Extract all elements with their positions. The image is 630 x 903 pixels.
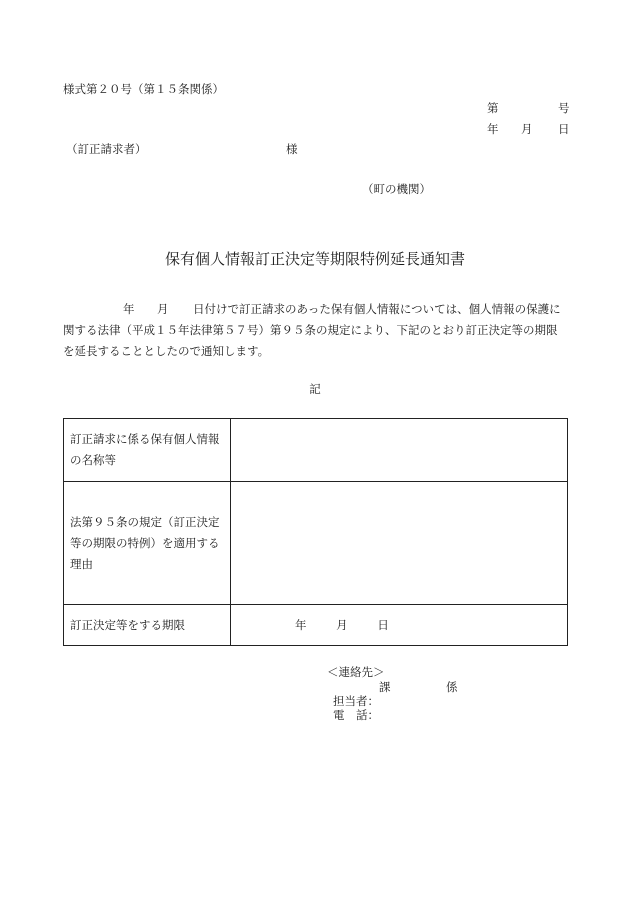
table-row-info-name [64, 419, 568, 482]
date-month-label: 月 [521, 122, 533, 136]
info-table [63, 418, 568, 646]
deadline-month-label: 月 [336, 617, 348, 632]
body-text-line-1: 日付けで訂正請求のあった保有個人情報については、個人情報の保護に [193, 302, 561, 316]
row-value-reason[interactable] [231, 482, 568, 605]
row-value-info-name[interactable] [231, 419, 568, 482]
date-day-label: 日 [558, 122, 570, 136]
requester-label: （訂正請求者） [66, 142, 147, 156]
row-label-line: 法第９５条の規定（訂正決定 [70, 514, 220, 529]
requester-honorific: 様 [286, 142, 298, 156]
ki-heading: 記 [309, 382, 321, 396]
page-title: 保有個人情報訂正決定等期限特例延長通知書 [164, 250, 465, 268]
body-month-label: 月 [157, 302, 169, 316]
body-year-label: 年 [123, 302, 135, 316]
form-number: 様式第２０号（第１５条関係） [63, 82, 224, 96]
date-year-label: 年 [487, 122, 499, 136]
row-label-info-name [64, 419, 231, 482]
document-number-label: 第 [487, 101, 499, 115]
table-row-reason [64, 482, 568, 605]
row-label-line: 訂正請求に係る保有個人情報 [70, 432, 220, 446]
body-text-line-3: を延長することとしたので通知します。 [63, 344, 270, 358]
contact-person-label: 担当者： [333, 694, 379, 708]
contact-header: ＜連絡先＞ [327, 665, 385, 679]
row-label-line: 理由 [70, 556, 93, 571]
table-row-deadline [64, 605, 568, 646]
row-label-line: 等の期限の特例）を適用する [70, 535, 220, 550]
row-label-reason [64, 482, 231, 605]
row-label-deadline: 訂正決定等をする期限 [64, 605, 231, 646]
contact-section-label: 課 [379, 680, 391, 694]
document-number-suffix: 号 [558, 101, 570, 115]
deadline-day-label: 日 [377, 617, 389, 632]
row-value-deadline[interactable] [231, 605, 568, 646]
town-agency-label: （町の機関） [362, 182, 431, 196]
row-label-line: の名称等 [70, 453, 116, 467]
contact-subsection-label: 係 [446, 680, 458, 694]
body-text-line-2: 関する法律（平成１５年法律第５７号）第９５条の規定により、下記のとおり訂正決定等の期限 [63, 323, 558, 337]
contact-phone-label: 電 話： [333, 708, 379, 722]
deadline-date [295, 615, 389, 636]
deadline-year-label: 年 [295, 617, 307, 632]
